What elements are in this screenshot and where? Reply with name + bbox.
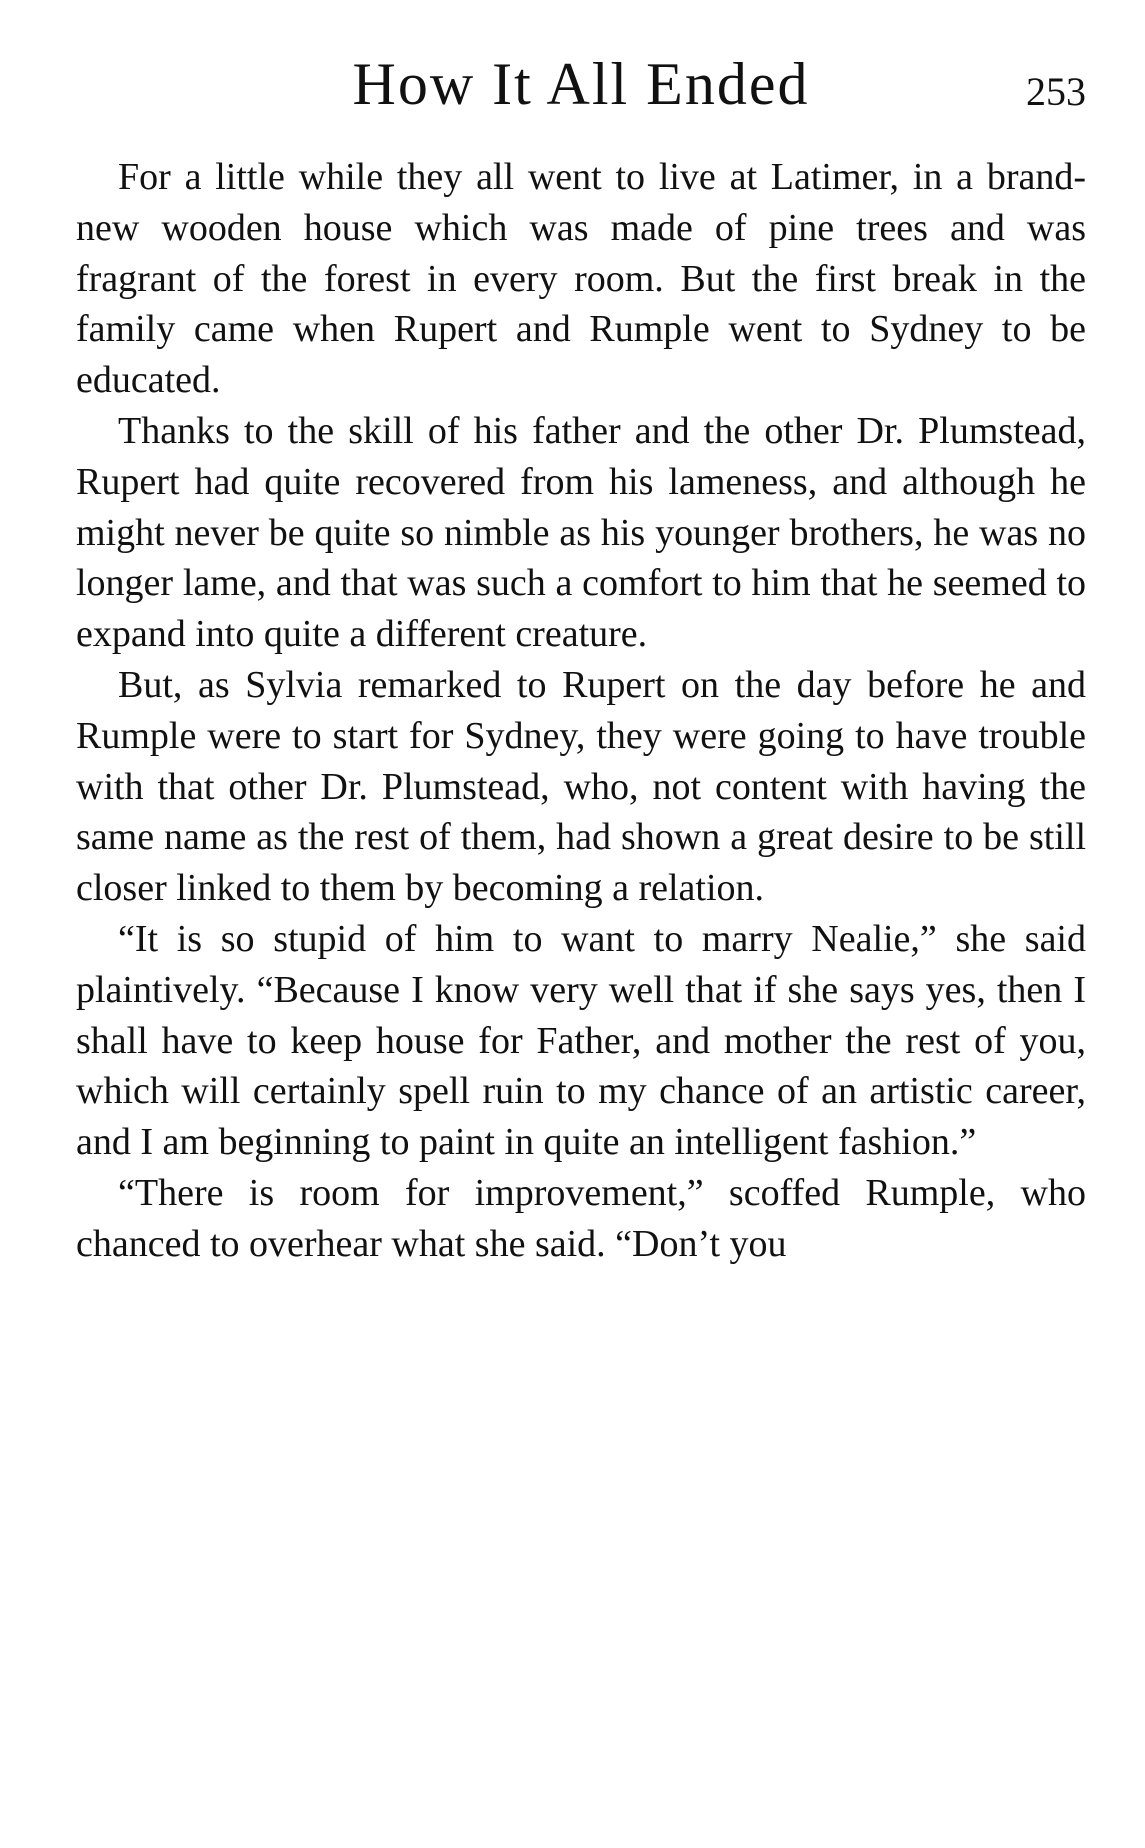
page-number: 253 xyxy=(1026,69,1086,114)
paragraph: “It is so stupid of him to want to marry Nealie,” she said plaintively. “Because I know very well that if she says yes, then I shall have to keep house for Father, and mother the rest of you, which will certainly spell ruin to my chance of an artistic career, and I am beginning to paint in quite an intelligent fashion.” xyxy=(76,917,1086,1164)
body-text xyxy=(76,152,1086,1270)
page-header xyxy=(76,44,1086,124)
paragraph: “There is room for improvement,” scoffed Rumple, who chanced to overhear what she said. “Don’t you xyxy=(76,1171,1086,1265)
paragraph: But, as Sylvia remarked to Rupert on the day before he and Rumple were to start for Sydney, they were going to have trouble with that other Dr. Plumstead, who, not content with having the same name as the rest of them, had shown a great desire to be still closer linked to them by becoming a relation. xyxy=(76,663,1086,910)
paragraph: For a little while they all went to live at Latimer, in a brand-new wooden house which was made of pine trees and was fragrant of the forest in every room. But the first break in the family came when Rupert and Rumple went to Sydney to be educated. xyxy=(76,156,1086,402)
running-title: How It All Ended xyxy=(352,51,810,117)
paragraph: Thanks to the skill of his father and the other Dr. Plumstead, Rupert had quite recovered from his lameness, and although he might never be quite so nimble as his younger brothers, he was no longer lame, and that was such a comfort to him that he seemed to expand into quite a different creature. xyxy=(76,409,1086,656)
